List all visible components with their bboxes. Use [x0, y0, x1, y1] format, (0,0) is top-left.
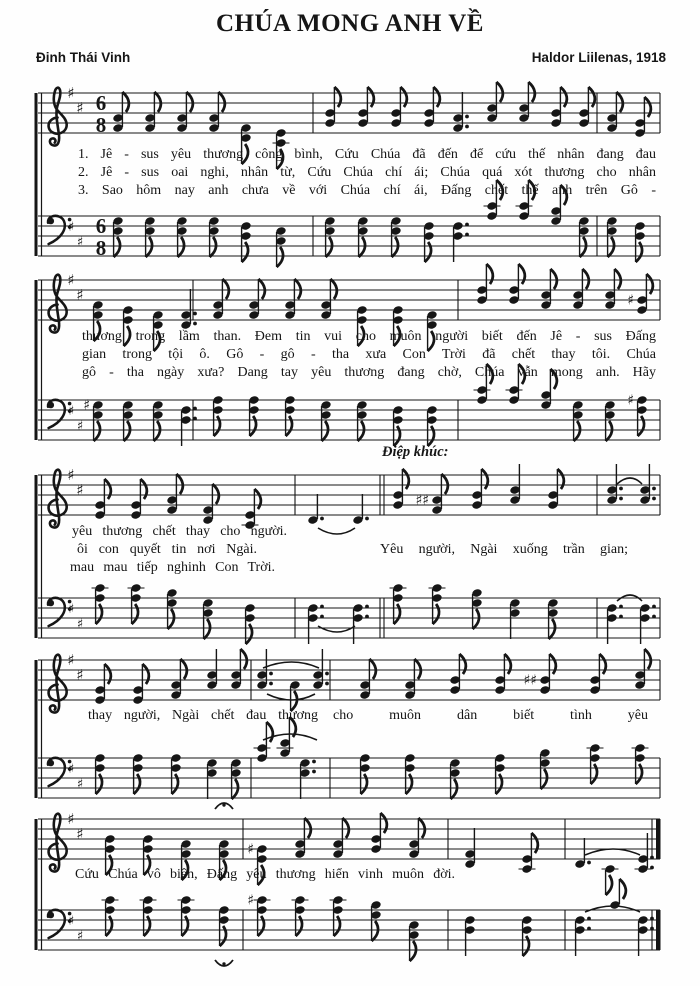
svg-text:♯: ♯ — [76, 481, 84, 499]
svg-text:♯: ♯ — [76, 666, 84, 684]
svg-text:♯: ♯ — [76, 286, 84, 304]
svg-text:8: 8 — [95, 113, 107, 137]
author-lyricist: Đinh Thái Vinh — [36, 50, 131, 65]
svg-text:♯: ♯ — [83, 397, 90, 414]
svg-text:♯♯: ♯♯ — [415, 492, 429, 509]
lyrics-verse2-line1: 2. Jê - sus oai nghi, nhân từ, Cứu Chúa chí ái; Chúa quá xót thương cho nhân — [78, 165, 656, 180]
svg-text:♯: ♯ — [67, 602, 75, 617]
svg-text:6: 6 — [95, 91, 107, 115]
page-title: CHÚA MONG ANH VỀ — [216, 10, 484, 37]
svg-text:♯: ♯ — [67, 914, 75, 929]
lyrics-chorus-line2b: cho muôn dân biết tình yêu — [333, 708, 648, 723]
svg-text:♯: ♯ — [76, 99, 84, 117]
lyrics-verse1-line1: 1. Jê - sus yêu thương công bình, Cứu Chúa đã đến để cứu thế nhân đang đau — [78, 147, 656, 162]
lyrics-chorus-line3: Cứu Chúa vô biên, Đấng yêu thương hiển vinh muôn đời. — [75, 867, 455, 882]
svg-text:♯: ♯ — [67, 271, 75, 289]
lyrics-chorus-line2a: thay người, Ngài chết đau thương — [88, 708, 318, 723]
svg-text:♯: ♯ — [627, 392, 634, 409]
svg-text:♯: ♯ — [67, 404, 75, 419]
svg-text:♯: ♯ — [67, 466, 75, 484]
svg-text:♯: ♯ — [76, 777, 84, 792]
svg-text:♯: ♯ — [76, 235, 84, 250]
svg-text:♯: ♯ — [67, 220, 75, 235]
lyrics-verse1-line2: thương trong lầm than. Đem tin vui cho muôn người biết đến Jê - sus Đấng — [82, 329, 656, 344]
lyrics-verse3-line2: gô - tha ngày xưa? Dang tay yêu thương đang chờ, Chúa vẫn mong anh. Hãy — [82, 365, 656, 380]
svg-text:♯: ♯ — [76, 929, 84, 944]
svg-text:♯: ♯ — [67, 651, 75, 669]
chorus-label: Điệp khúc: — [382, 444, 449, 460]
svg-text:♯: ♯ — [247, 892, 254, 909]
svg-text:♯: ♯ — [76, 825, 84, 843]
svg-text:♯: ♯ — [247, 841, 254, 858]
svg-text:6: 6 — [95, 214, 107, 238]
svg-text:♯: ♯ — [67, 84, 75, 102]
svg-text:♯: ♯ — [67, 810, 75, 828]
lyrics-verse2-line3: ôi con quyết tin nơi Ngài. — [77, 542, 257, 557]
lyrics-verse3-line3: mau mau tiếp nghinh Con Trời. — [70, 560, 275, 575]
svg-text:♯: ♯ — [76, 617, 84, 632]
lyrics-chorus-line1: Yêu người, Ngài xuống trần gian; — [380, 542, 628, 557]
author-composer: Haldor Liilenas, 1918 — [531, 50, 666, 65]
lyrics-verse1-line3: yêu thương chết thay cho người. — [72, 524, 287, 539]
svg-text:♯: ♯ — [67, 762, 75, 777]
svg-text:♯♯: ♯♯ — [523, 672, 537, 689]
svg-text:8: 8 — [95, 236, 107, 260]
svg-text:♯: ♯ — [627, 292, 634, 309]
svg-text:♯: ♯ — [76, 419, 84, 434]
lyrics-verse3-line1: 3. Sao hôm nay anh chưa về với Chúa chí ái, Đấng chết thế anh trên Gô - — [78, 183, 656, 198]
lyrics-verse2-line2: gian trong tội ô. Gô - gô - tha xưa Con Trời đã chết thay tôi. Chúa — [82, 347, 656, 362]
